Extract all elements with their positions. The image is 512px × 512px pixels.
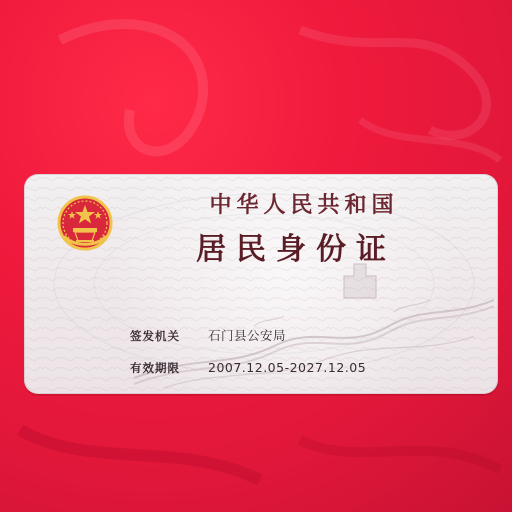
validity-row xyxy=(130,360,366,376)
issuing-authority-label: 签发机关 xyxy=(130,329,180,343)
issuing-authority-value: 石门县公安局 xyxy=(208,328,287,343)
validity-value: 2007.12.05-2027.12.05 xyxy=(208,360,367,375)
validity-label: 有效期限 xyxy=(130,361,180,375)
card-title: 居民身份证 xyxy=(196,232,396,267)
country-title: 中华人民共和国 xyxy=(209,192,399,218)
issuing-authority-row xyxy=(130,326,286,344)
id-card-back xyxy=(24,174,498,394)
